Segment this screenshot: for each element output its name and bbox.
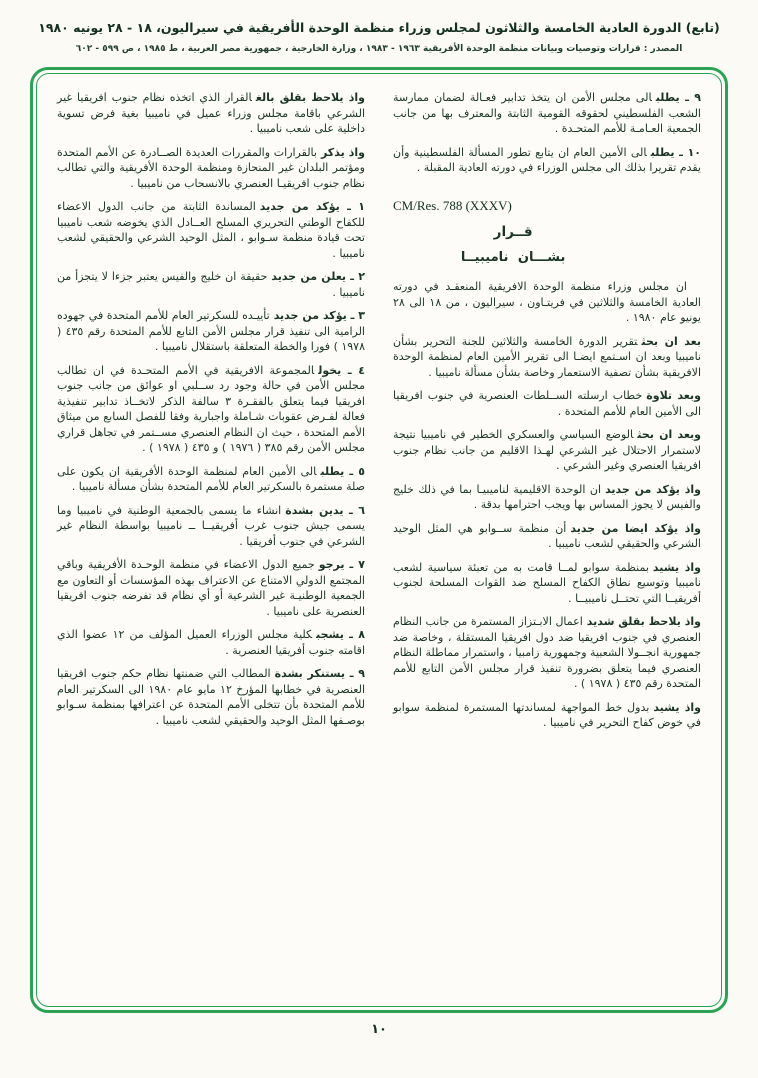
paragraph-text: بالقرارات والمقررات العديدة الصــادرة عن الأمم المتحدة ومؤتمر البلدان غير المنحازة ومنظمة الوحدة الأفريقية والتي تطالب نظام جنوب افريقيـا العنصري بالانسحاب من ناميبيا . [57, 145, 365, 190]
paragraph-text: المساندة الثابتة من جانب الدول الاعضاء للكفاح الوطني التحريري المسلح العــادل الذي يخوضه شعب ناميبيا تحت قيادة منظمة سـوابو ، المثل الوحيد الشرعي والحقيقي لشعب ناميبيا . [57, 200, 365, 260]
paragraph-text: تأييـده للسكرتير العام للأمم المتحدة في جهوده الرامية الى تنفيذ قرار مجلس الأمن التابع للأمم المتحدة رقم ٤٣٥ ( ١٩٧٨ ) فورا والخطة المتعلقة باستقلال ناميبيا . [57, 309, 365, 353]
paragraph [393, 521, 701, 552]
paragraph-lead: ١ ـ يؤكد من جديد [259, 200, 365, 213]
paragraph-text: خطاب ارسلته الســلطات العنصرية في جنوب افريقيا الى الأمين العام للأمم المتحدة . [393, 389, 701, 418]
paragraph-lead: واذ يشيد [653, 700, 701, 714]
paragraph-text: الى مجلس الأمن ان يتخذ تدابير فعـالة لضمان ممارسة الشعب الفلسطيني لحقوقه القومية الثابتة والمعترف بها من جانب الجمعية العـامـة للأمم المتحـدة . [393, 91, 701, 135]
paragraph [57, 464, 365, 495]
paragraph-text: اعمال الابـتزاز المستمرة من جانب النظام العنصري في جنوب افريقيا ضد دول افريقيا المستقلة ، وخاصة ضد جمهورية انجــولا الشعبية وجمهورية زامبيا ، واستمرار مماطلة النظام العنصري فيما يتعلق بضرورة تنفيذ قرار مجلس الأمن التابع للأمم المتحدة رقم ٤٣٥ ( ١٩٧٨ ) . [393, 615, 701, 690]
page-header [30, 20, 728, 54]
paragraph-lead: ٢ ـ يعلن من جديد [271, 270, 365, 283]
paragraph-text: تقرير الدورة الخامسة والثلاثين للجنة التحرير بشأن ناميبيا وبعد ان اسـتمع ايضـا الى تقرير الأمين العام لمنظمة الوحدة الافريقية بشأن تصفية الاستعمار وخاصة بشأن مسألة ناميبيا . [393, 334, 701, 379]
paragraph-lead: واذ يلاحظ بقلق شديد [586, 615, 701, 628]
paragraph-lead: ٤ ـ يخول [318, 363, 365, 377]
resolution-title: قــرار [493, 224, 533, 240]
paragraph [393, 388, 701, 419]
paragraph [393, 700, 701, 731]
paragraph [393, 482, 701, 513]
paragraph [393, 334, 701, 381]
paragraph [57, 90, 365, 137]
paragraph-lead: ٩ ـ يستنكر بشدة [274, 667, 365, 680]
paragraph [57, 269, 365, 300]
paragraph [57, 363, 365, 456]
page-number: ١٠ [371, 1022, 387, 1037]
paragraph-text: ان مجلس وزراء منظمة الوحدة الافريقية المنعقـد في دورته العادية الخامسة والثلاثين في فريتـاون ، سيراليون ، من ١٨ الى ٢٨ يونيو عام ١٩٨٠ . [393, 280, 701, 324]
resolution-reference: CM/Res. 788 (XXXV) [393, 197, 512, 213]
paragraph [393, 279, 701, 326]
paragraph [57, 308, 365, 355]
paragraph [57, 557, 365, 619]
paragraph-text: ان الوحدة الاقليمية لناميبيـا بما في ذلك خليج والفيس لا يجوز المساس بها ويجب احترامها بدقة . [393, 482, 701, 511]
paragraph [393, 90, 701, 137]
header-session-title: (تابع) الدورة العادية الخامسة والثلاثون لمجلس وزراء منظمة الوحدة الأفريقية في سيراليون، ١٨ - ٢٨ يونيه ١٩٨٠ [38, 20, 720, 35]
resolution-heading-block [393, 225, 633, 265]
paragraph-text: بمنظمة سوابو لمــا قامت به من تعبئة سياسية لشعب ناميبيا وتوسيع نطاق الكفاح المسلح ضد القوات المسلحة لجنوب أفريقيــا التي تحتــل ناميبيــا . [393, 560, 701, 605]
paragraph [393, 560, 701, 607]
paragraph-text: أن منظمة ســوابو هي المثل الوحيد الشرعي والحقيقي لشعب ناميبيا . [393, 521, 701, 550]
paragraph-lead: واذ يؤكد من جديد [605, 482, 701, 496]
paragraph-text: انشاء ما يسمى بالجمعية الوطنية في ناميبيا وما يسمى جيش جنوب غرب أفريقيــا ــ ناميبيا بواسطة النظام غير الشرعي في جنوب أفريقيا . [57, 503, 365, 548]
paragraph-lead: بعد ان بحث [641, 334, 701, 348]
paragraph-text: بدول خط المواجهة لمساندتها المستمرة لمنظمة سوابو في خوض كفاح التحرير في ناميبيا . [393, 700, 701, 729]
paragraph-lead: واذ يذكر [320, 145, 366, 159]
paragraph-text: القرار الذي اتخذه نظام جنوب افريقيا غير الشرعي باقامة مجلس وزراء عميل في ناميبيا بغية فرض تسوية داخلية على شعب ناميبيا . [57, 91, 365, 135]
paragraph [57, 503, 365, 550]
paragraph-text: كلية مجلس الوزراء العميل المؤلف من ١٢ عضوا الذي اقامته جنوب أفريقيا العنصرية . [57, 628, 365, 657]
paragraph-lead: ٦ ـ يدين بشدة [285, 503, 365, 517]
paragraph-text: المطالب التي ضمنتها نظام حكم جنوب افريقيا العنصرية في خطابها المؤرخ ١٢ مايو عام ١٩٨٠ الى السكرتير العام للأمم المتحدة بأن تتخلى الأمم المتحدة عن اعترافها بمنظمة سـوابو بوصـفها المثل الوحيد والحقيقي لشعب ناميبيا . [57, 667, 366, 727]
paragraph-lead: ٥ ـ يطلب [320, 464, 365, 478]
resolution-subtitle: بشـــان ناميبيــا [460, 249, 566, 265]
two-column-text [57, 90, 701, 992]
paragraph-lead: وبعد ان بحث [637, 428, 701, 441]
paragraph-text: حقيقة ان خليج والفيس يعتبر جزءا لا يتجزأ من ناميبيا . [57, 270, 365, 299]
paragraph-lead: واذ يلاحظ بقلق بالغ [255, 91, 365, 104]
paragraph [57, 666, 365, 728]
paragraph-lead: ٨ ـ يشجب [316, 628, 365, 641]
paragraph-text: جميع الدول الاعضاء في منظمة الوحـدة الأفريقية وباقي المجتمع الدولي الامتناع عن الاعتراف بهذه المؤسسات أو التعاون مع الجمعية الوطنيـة غير الشرعية أو أي نظام قد تفرضه جنوب افريقيا العنصرية على ناميبيا . [57, 558, 365, 618]
paragraph-lead: ٧ ـ يرجو [318, 558, 365, 571]
paragraph-text: الوضع السياسي والعسكري الخطير في ناميبيا نتيجة لاستمرار الاحتلال غير الشرعي لهـذا الاقليم من جانب نظام جنوب افريقيا العنصري وغير الشرعي . [393, 428, 701, 472]
paragraph-text: الى الأمين العام لمنظمة الوحدة الأفريقية ان يكون على صلة مستمرة بالسكرتير العام للأمم المتحدة بشأن مسألة ناميبيا . [57, 464, 365, 493]
paragraph [393, 145, 701, 176]
green-frame [30, 67, 728, 1013]
paragraph-lead: وبعد تلاوة [646, 389, 701, 402]
paragraph-lead: ٩ ـ يطلب [655, 91, 701, 104]
header-source-line: المصدر : قرارات وتوصيات وبيانات منظمة الوحدة الأفريقية ١٩٦٣ - ١٩٨٣ ، وزارة الخارجية ، جمهورية مصر العربية ، ط ١٩٨٥ ، ص ٥٩٩ - ٦٠٢ [75, 44, 683, 54]
paragraph-lead: واذ يشيد [652, 560, 701, 574]
page-footer [30, 1022, 728, 1037]
paragraph [57, 145, 365, 192]
paragraph [393, 427, 701, 474]
column-left [57, 90, 365, 992]
paragraph-lead: واذ يؤكد ايضا من جديد [570, 521, 702, 535]
paragraph [57, 627, 365, 658]
paragraph-text: الى الأمين العام ان يتابع تطور المسألة الفلسطينية وأن يقدم تقريرا بذلك الى مجلس الوزراء في دورته العادية المقبلة . [393, 145, 701, 174]
paragraph [393, 614, 701, 692]
paragraph-lead: ١٠ ـ يطلب [650, 145, 701, 159]
green-frame-inner [36, 73, 722, 1007]
column-right [393, 90, 701, 992]
paragraph-text: المجموعة الافريقية في الأمم المتحـدة في ان تطالب مجلس الأمن في حالة وجود رد ســلبي او عوائق من جانب جنوب افريقيا فيما يتعلق بالفقـرة ٣ سالفة الذكر لاتخــاذ تدابير تنفيذية فعالة لفـرض عقوبات شـاملة واجبارية وفقا للفصل السابع من ميثاق الأمم المتحدة ، حيث ان النظام العنصري مســتمر في تجاهل قراري مجلس الأمن رقم ٣٨٥ ( ١٩٧٦ ) و ٤٣٥ ( ١٩٧٨ ) . [57, 363, 365, 454]
paragraph [57, 199, 365, 261]
paragraph-lead: ٣ ـ يؤكد من جديد [273, 309, 365, 322]
